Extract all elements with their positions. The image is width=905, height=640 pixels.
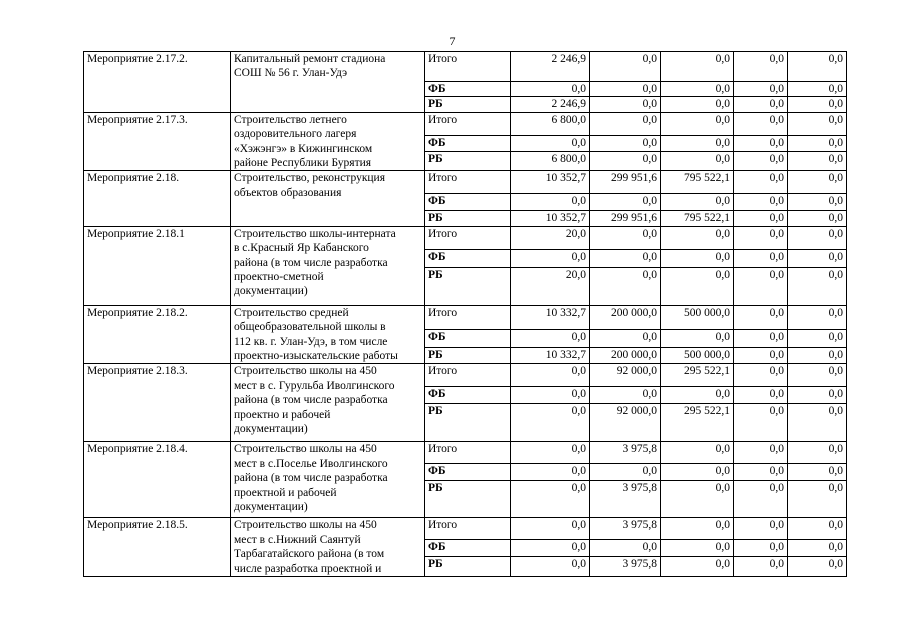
description-line: 112 кв. г. Улан-Удэ, в том числе — [234, 335, 388, 348]
amount-cell: 0,0 — [590, 226, 661, 249]
description-line: проектной и рабочей — [234, 486, 337, 499]
amount-cell: 0,0 — [788, 518, 847, 540]
amount-cell: 795 522,1 — [661, 211, 734, 226]
funding-source: РБ — [425, 152, 511, 171]
amount-cell: 20,0 — [511, 267, 590, 305]
amount-cell: 0,0 — [661, 557, 734, 577]
funding-source: Итого — [425, 364, 511, 387]
amount-cell: 0,0 — [734, 518, 788, 540]
amount-cell: 0,0 — [511, 249, 590, 267]
amount-cell: 500 000,0 — [661, 348, 734, 364]
description-line: Строительство школы на 450 — [234, 443, 377, 456]
amount-cell: 0,0 — [661, 481, 734, 518]
amount-cell: 0,0 — [661, 464, 734, 481]
table-row — [84, 171, 847, 194]
amount-cell: 0,0 — [734, 249, 788, 267]
funding-source: ФБ — [425, 330, 511, 348]
amount-cell: 0,0 — [788, 249, 847, 267]
amount-cell: 0,0 — [511, 194, 590, 211]
funding-source: РБ — [425, 348, 511, 364]
amount-cell: 0,0 — [788, 305, 847, 329]
description-line: района (в том числе разработка — [234, 472, 388, 485]
table-row — [84, 112, 847, 135]
funding-source: РБ — [425, 97, 511, 112]
amount-cell: 92 000,0 — [590, 404, 661, 442]
description-line: района (в том числе разработка — [234, 394, 388, 407]
description-line: Капитальный ремонт стадиона — [234, 53, 386, 65]
amount-cell: 0,0 — [511, 540, 590, 557]
budget-table — [83, 51, 847, 577]
amount-cell: 6 800,0 — [511, 112, 590, 135]
amount-cell: 0,0 — [661, 152, 734, 171]
funding-source: РБ — [425, 267, 511, 305]
description-line: в с.Красный Яр Кабанского — [234, 242, 369, 255]
amount-cell: 0,0 — [661, 387, 734, 404]
description-line: «Хэжэнгэ» в Кижингинском — [234, 142, 373, 155]
amount-cell: 0,0 — [511, 387, 590, 404]
activity-description — [231, 112, 425, 171]
funding-source: РБ — [425, 211, 511, 226]
amount-cell: 0,0 — [734, 305, 788, 329]
amount-cell: 0,0 — [661, 267, 734, 305]
activity-description — [231, 171, 425, 226]
amount-cell: 0,0 — [734, 171, 788, 194]
amount-cell: 3 975,8 — [590, 518, 661, 540]
amount-cell: 0,0 — [788, 136, 847, 152]
description-line: мест в с.Поселье Иволгинского — [234, 457, 388, 470]
amount-cell: 0,0 — [788, 171, 847, 194]
amount-cell: 0,0 — [788, 152, 847, 171]
amount-cell: 0,0 — [788, 330, 847, 348]
amount-cell: 0,0 — [661, 540, 734, 557]
amount-cell: 0,0 — [788, 52, 847, 82]
amount-cell: 0,0 — [788, 557, 847, 577]
amount-cell: 0,0 — [788, 112, 847, 135]
amount-cell: 0,0 — [661, 97, 734, 112]
amount-cell: 0,0 — [590, 152, 661, 171]
amount-cell: 0,0 — [661, 249, 734, 267]
amount-cell: 2 246,9 — [511, 52, 590, 82]
amount-cell: 0,0 — [788, 364, 847, 387]
amount-cell: 0,0 — [590, 97, 661, 112]
activity-description — [231, 442, 425, 518]
amount-cell: 0,0 — [734, 557, 788, 577]
amount-cell: 0,0 — [590, 82, 661, 97]
description-line: Строительство летнего — [234, 113, 347, 126]
table-row — [84, 226, 847, 249]
funding-source: ФБ — [425, 82, 511, 97]
description-line: Строительство школы-интерната — [234, 227, 396, 240]
amount-cell: 0,0 — [511, 481, 590, 518]
amount-cell: 0,0 — [590, 112, 661, 135]
activity-code: Мероприятие 2.18.1 — [84, 226, 231, 305]
amount-cell: 0,0 — [661, 226, 734, 249]
amount-cell: 0,0 — [734, 112, 788, 135]
activity-code: Мероприятие 2.17.3. — [84, 112, 231, 171]
description-line: районе Республики Бурятия — [234, 157, 372, 170]
amount-cell: 0,0 — [788, 387, 847, 404]
amount-cell: 0,0 — [788, 211, 847, 226]
amount-cell: 0,0 — [661, 518, 734, 540]
activity-description — [231, 52, 425, 113]
amount-cell: 0,0 — [590, 387, 661, 404]
funding-source: ФБ — [425, 194, 511, 211]
amount-cell: 0,0 — [734, 387, 788, 404]
amount-cell: 0,0 — [734, 330, 788, 348]
amount-cell: 0,0 — [511, 518, 590, 540]
funding-source: Итого — [425, 52, 511, 82]
amount-cell: 10 332,7 — [511, 348, 590, 364]
amount-cell: 0,0 — [788, 97, 847, 112]
amount-cell: 0,0 — [734, 481, 788, 518]
amount-cell: 0,0 — [590, 52, 661, 82]
amount-cell: 0,0 — [788, 82, 847, 97]
funding-source: ФБ — [425, 136, 511, 152]
description-line: документации) — [234, 501, 308, 514]
activity-description — [231, 305, 425, 364]
description-line: Строительство школы на 450 — [234, 365, 377, 378]
amount-cell: 2 246,9 — [511, 97, 590, 112]
description-line: СОШ № 56 г. Улан-Удэ — [234, 67, 348, 80]
amount-cell: 0,0 — [734, 267, 788, 305]
amount-cell: 0,0 — [511, 330, 590, 348]
amount-cell: 0,0 — [788, 226, 847, 249]
amount-cell: 0,0 — [788, 404, 847, 442]
amount-cell: 795 522,1 — [661, 171, 734, 194]
description-line: Строительство школы на 450 — [234, 519, 377, 532]
funding-source: Итого — [425, 171, 511, 194]
amount-cell: 295 522,1 — [661, 364, 734, 387]
amount-cell: 20,0 — [511, 226, 590, 249]
amount-cell: 0,0 — [788, 481, 847, 518]
amount-cell: 295 522,1 — [661, 404, 734, 442]
description-line: мест в с. Гурульба Иволгинского — [234, 379, 395, 392]
amount-cell: 299 951,6 — [590, 171, 661, 194]
activity-code: Мероприятие 2.17.2. — [84, 52, 231, 113]
amount-cell: 0,0 — [788, 194, 847, 211]
amount-cell: 500 000,0 — [661, 305, 734, 329]
amount-cell: 0,0 — [734, 82, 788, 97]
amount-cell: 0,0 — [590, 267, 661, 305]
description-line: общеобразовательной школы в — [234, 321, 386, 334]
amount-cell: 0,0 — [661, 136, 734, 152]
amount-cell: 0,0 — [734, 540, 788, 557]
amount-cell: 0,0 — [590, 249, 661, 267]
amount-cell: 0,0 — [511, 364, 590, 387]
amount-cell: 10 352,7 — [511, 171, 590, 194]
description-line: Строительство, реконструкция — [234, 172, 385, 185]
amount-cell: 0,0 — [661, 112, 734, 135]
amount-cell: 0,0 — [734, 97, 788, 112]
description-line: проектно и рабочей — [234, 408, 331, 421]
amount-cell: 0,0 — [661, 442, 734, 464]
description-line: объектов образования — [234, 186, 342, 199]
activity-code: Мероприятие 2.18.3. — [84, 364, 231, 442]
amount-cell: 0,0 — [511, 404, 590, 442]
description-line: Строительство средней — [234, 306, 349, 319]
amount-cell: 0,0 — [511, 442, 590, 464]
funding-source: ФБ — [425, 540, 511, 557]
amount-cell: 0,0 — [734, 152, 788, 171]
amount-cell: 0,0 — [734, 404, 788, 442]
funding-source: ФБ — [425, 387, 511, 404]
activity-code: Мероприятие 2.18.4. — [84, 442, 231, 518]
amount-cell: 3 975,8 — [590, 481, 661, 518]
amount-cell: 0,0 — [661, 52, 734, 82]
table-row — [84, 364, 847, 387]
amount-cell: 0,0 — [590, 194, 661, 211]
page-number: 7 — [449, 34, 456, 48]
funding-source: РБ — [425, 481, 511, 518]
amount-cell: 0,0 — [788, 267, 847, 305]
amount-cell: 0,0 — [590, 330, 661, 348]
description-line: документации) — [234, 285, 308, 298]
amount-cell: 0,0 — [590, 464, 661, 481]
funding-source: РБ — [425, 557, 511, 577]
amount-cell: 0,0 — [788, 442, 847, 464]
funding-source: Итого — [425, 112, 511, 135]
table-row — [84, 52, 847, 82]
amount-cell: 0,0 — [661, 82, 734, 97]
amount-cell: 3 975,8 — [590, 442, 661, 464]
amount-cell: 6 800,0 — [511, 152, 590, 171]
amount-cell: 10 352,7 — [511, 211, 590, 226]
amount-cell: 0,0 — [734, 364, 788, 387]
amount-cell: 0,0 — [511, 557, 590, 577]
activity-code: Мероприятие 2.18. — [84, 171, 231, 226]
funding-source: Итого — [425, 442, 511, 464]
funding-source: Итого — [425, 518, 511, 540]
funding-source: ФБ — [425, 249, 511, 267]
amount-cell: 0,0 — [590, 136, 661, 152]
amount-cell: 0,0 — [734, 52, 788, 82]
amount-cell: 0,0 — [734, 464, 788, 481]
amount-cell: 200 000,0 — [590, 305, 661, 329]
activity-description — [231, 364, 425, 442]
funding-source: ФБ — [425, 464, 511, 481]
funding-source: Итого — [425, 305, 511, 329]
description-line: Тарбагатайского района (в том — [234, 548, 385, 561]
amount-cell: 0,0 — [511, 464, 590, 481]
description-line: оздоровительного лагеря — [234, 128, 357, 141]
amount-cell: 0,0 — [661, 330, 734, 348]
funding-source: Итого — [425, 226, 511, 249]
amount-cell: 0,0 — [734, 348, 788, 364]
amount-cell: 0,0 — [661, 194, 734, 211]
amount-cell: 0,0 — [734, 194, 788, 211]
amount-cell: 0,0 — [590, 540, 661, 557]
description-line: района (в том числе разработка — [234, 256, 388, 269]
funding-source: РБ — [425, 404, 511, 442]
activity-code: Мероприятие 2.18.2. — [84, 305, 231, 364]
amount-cell: 0,0 — [734, 211, 788, 226]
description-line: мест в с.Нижний Саянтуй — [234, 533, 361, 546]
activity-code: Мероприятие 2.18.5. — [84, 518, 231, 577]
amount-cell: 0,0 — [734, 226, 788, 249]
activity-description — [231, 518, 425, 577]
budget-table-body — [84, 52, 847, 577]
table-row — [84, 305, 847, 329]
amount-cell: 3 975,8 — [590, 557, 661, 577]
amount-cell: 299 951,6 — [590, 211, 661, 226]
amount-cell: 0,0 — [788, 348, 847, 364]
amount-cell: 0,0 — [511, 136, 590, 152]
amount-cell: 200 000,0 — [590, 348, 661, 364]
amount-cell: 0,0 — [788, 464, 847, 481]
description-line: документации) — [234, 423, 308, 436]
amount-cell: 10 332,7 — [511, 305, 590, 329]
amount-cell: 0,0 — [511, 82, 590, 97]
activity-description — [231, 226, 425, 305]
amount-cell: 0,0 — [734, 136, 788, 152]
description-line: проектно-изыскательские работы — [234, 350, 398, 363]
amount-cell: 0,0 — [788, 540, 847, 557]
description-line: числе разработка проектной и — [234, 562, 382, 575]
description-line: проектно-сметной — [234, 271, 324, 284]
amount-cell: 0,0 — [734, 442, 788, 464]
table-row — [84, 518, 847, 540]
table-row — [84, 442, 847, 464]
amount-cell: 92 000,0 — [590, 364, 661, 387]
